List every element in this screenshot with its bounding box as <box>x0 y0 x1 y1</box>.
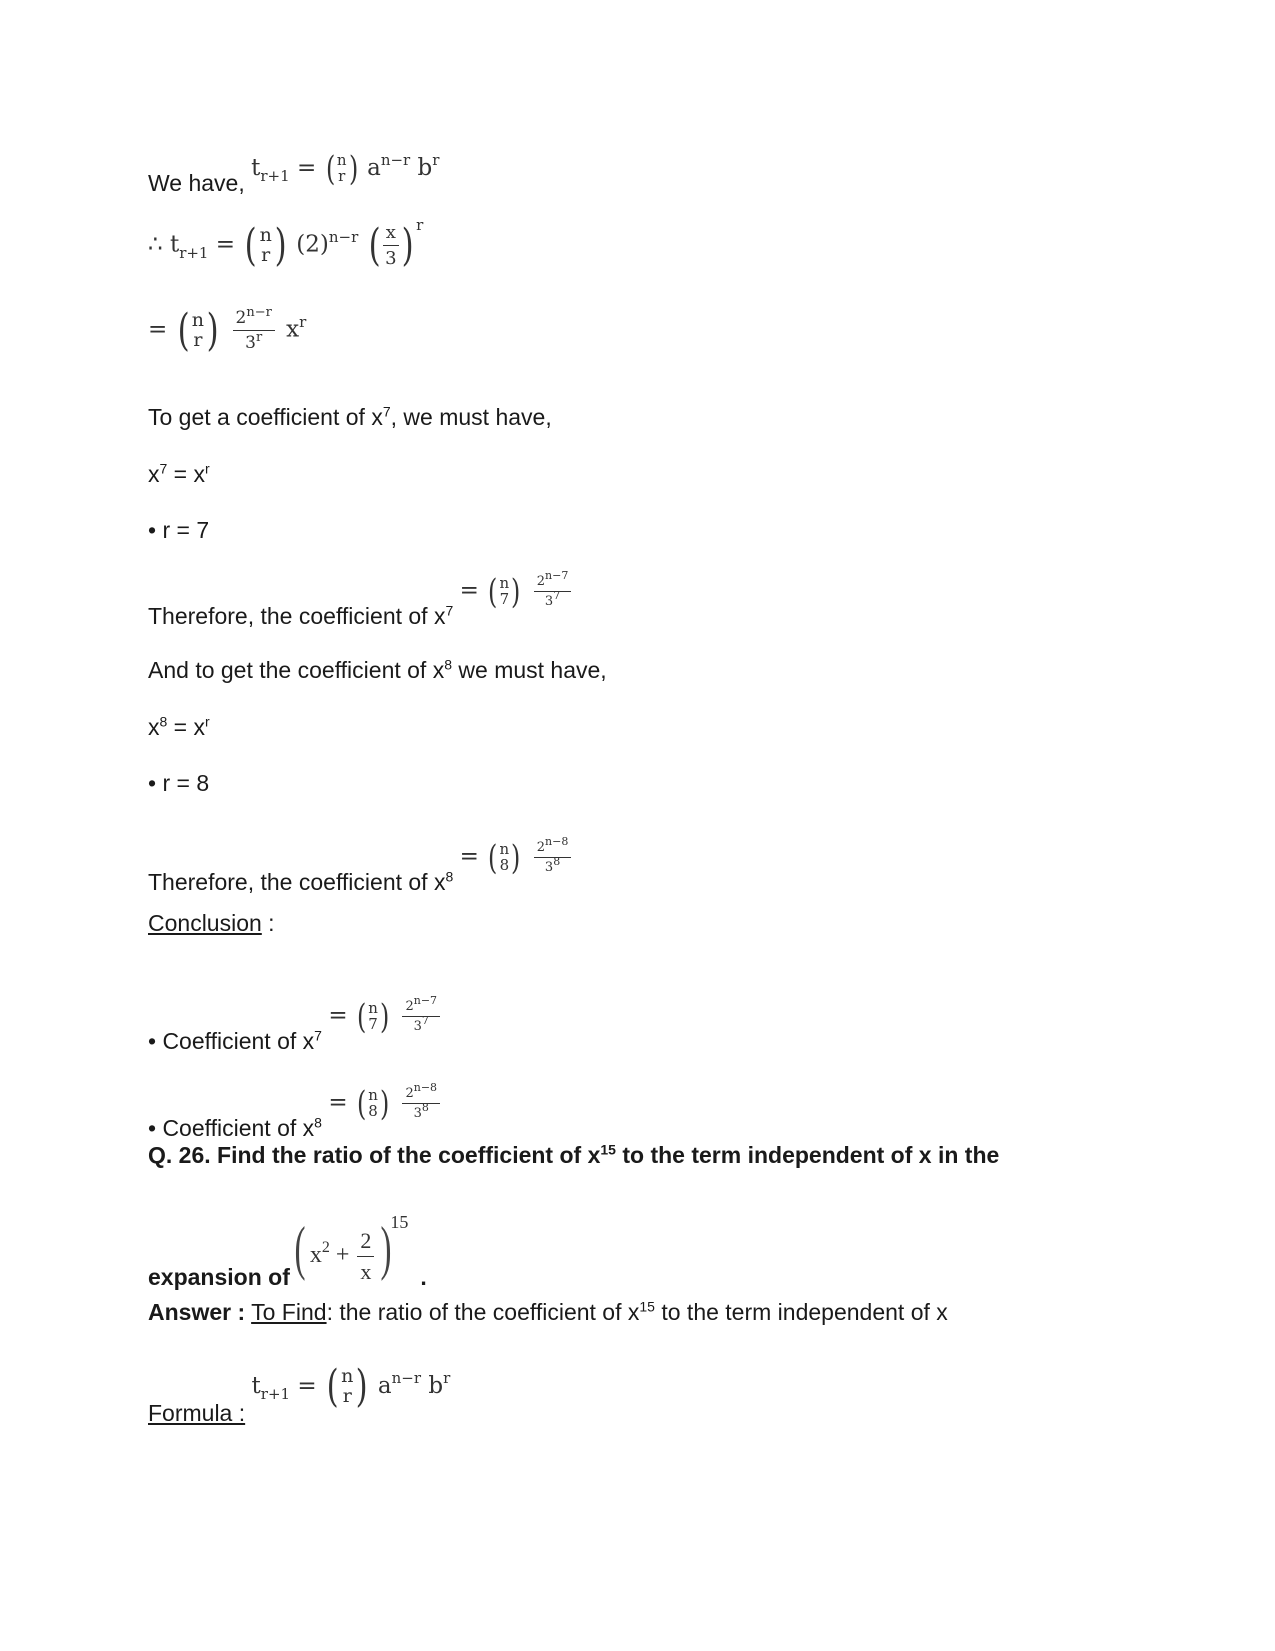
formula-expansion: ( $x^2$ + $\frac{2}{x}$ )$^{15}$ <box>294 1212 409 1284</box>
formula-coefficient-x8: = ( n 8 ) $\frac{2^{n-8}}{3^8}$ <box>460 840 576 875</box>
formula-bullet-x8: = ( n 8 ) $\frac{2^{n-8}}{3^8}$ <box>328 1086 444 1121</box>
bullet-coefficient-x8: • Coefficient of $x^8$ = ( n 8 ) $\frac{2^{n-8}}{3^8}$ <box>148 1090 444 1125</box>
formula-coefficient-x7: = ( n 7 ) $\frac{2^{n-7}}{3^7}$ <box>460 574 576 609</box>
line-r-equals-8: • r = 8 <box>148 770 210 796</box>
line-coefficient-x8: Therefore, the coefficient of $x^8$ = ( n 8 ) $\frac{2^{n-8}}{3^8}$ <box>148 846 575 881</box>
line-r-equals-7: • r = 7 <box>148 517 210 543</box>
bullet-coefficient-x7: • Coefficient of $x^7$ = ( n 7 ) $\frac{2^{n-7}}{3^7}$ <box>148 1003 444 1038</box>
formula-general-term-bottom: $t_{r+1}$ = ( n r ) $a^{n-r}$ $b^r$ <box>251 1361 451 1412</box>
formula-term-substituted: ∴ $t_{r+1}$ = ( n r ) $(2)^{n-r}$ ( $\frac{x}{3}$ ) $^r$ <box>148 215 424 271</box>
line-x8-equals-xr: $x^8 = x^r$ <box>148 713 210 740</box>
formula-line: Formula : $t_{r+1}$ = ( n r ) $a^{n-r}$ $b^r$ <box>148 1361 451 1427</box>
conclusion-heading: Conclusion : <box>148 910 275 936</box>
line-we-have <box>148 149 440 197</box>
line-x7-equals-xr: $x^7 = x^r$ <box>148 460 210 487</box>
formula-general-term: $t_{r+1}$ = ( n r ) $a^{n-r}$ $b^r$ <box>251 149 440 189</box>
question-26-expansion: expansion of( $x^2$ + $\frac{2}{x}$ )$^{15}$. <box>148 1212 427 1290</box>
line-get-coefficient-8: And to get the coefficient of $x^8$ we must have, <box>148 656 607 683</box>
line-coefficient-x7: Therefore, the coefficient of $x^7$ = ( n 7 ) $\frac{2^{n-7}}{3^7}$ <box>148 580 575 615</box>
formula-term-simplified: = ( n r ) $\frac{2^{n-r}}{3^r}$ $x^r$ <box>148 304 307 356</box>
we-have-text: We have, <box>148 170 252 197</box>
question-26: Q. 26. Find the ratio of the coefficient of $x^{15}$ to the term independent of x in the <box>148 1141 1000 1168</box>
line-get-coefficient-7: To get a coefficient of $x^7$, we must have, <box>148 403 552 430</box>
line-simplified-term <box>148 304 307 356</box>
line-therefore-term <box>148 215 424 271</box>
formula-bullet-x7: = ( n 7 ) $\frac{2^{n-7}}{3^7}$ <box>328 999 444 1034</box>
answer-line: Answer : To Find: the ratio of the coefficient of $x^{15}$ to the term independent of x <box>148 1298 948 1325</box>
